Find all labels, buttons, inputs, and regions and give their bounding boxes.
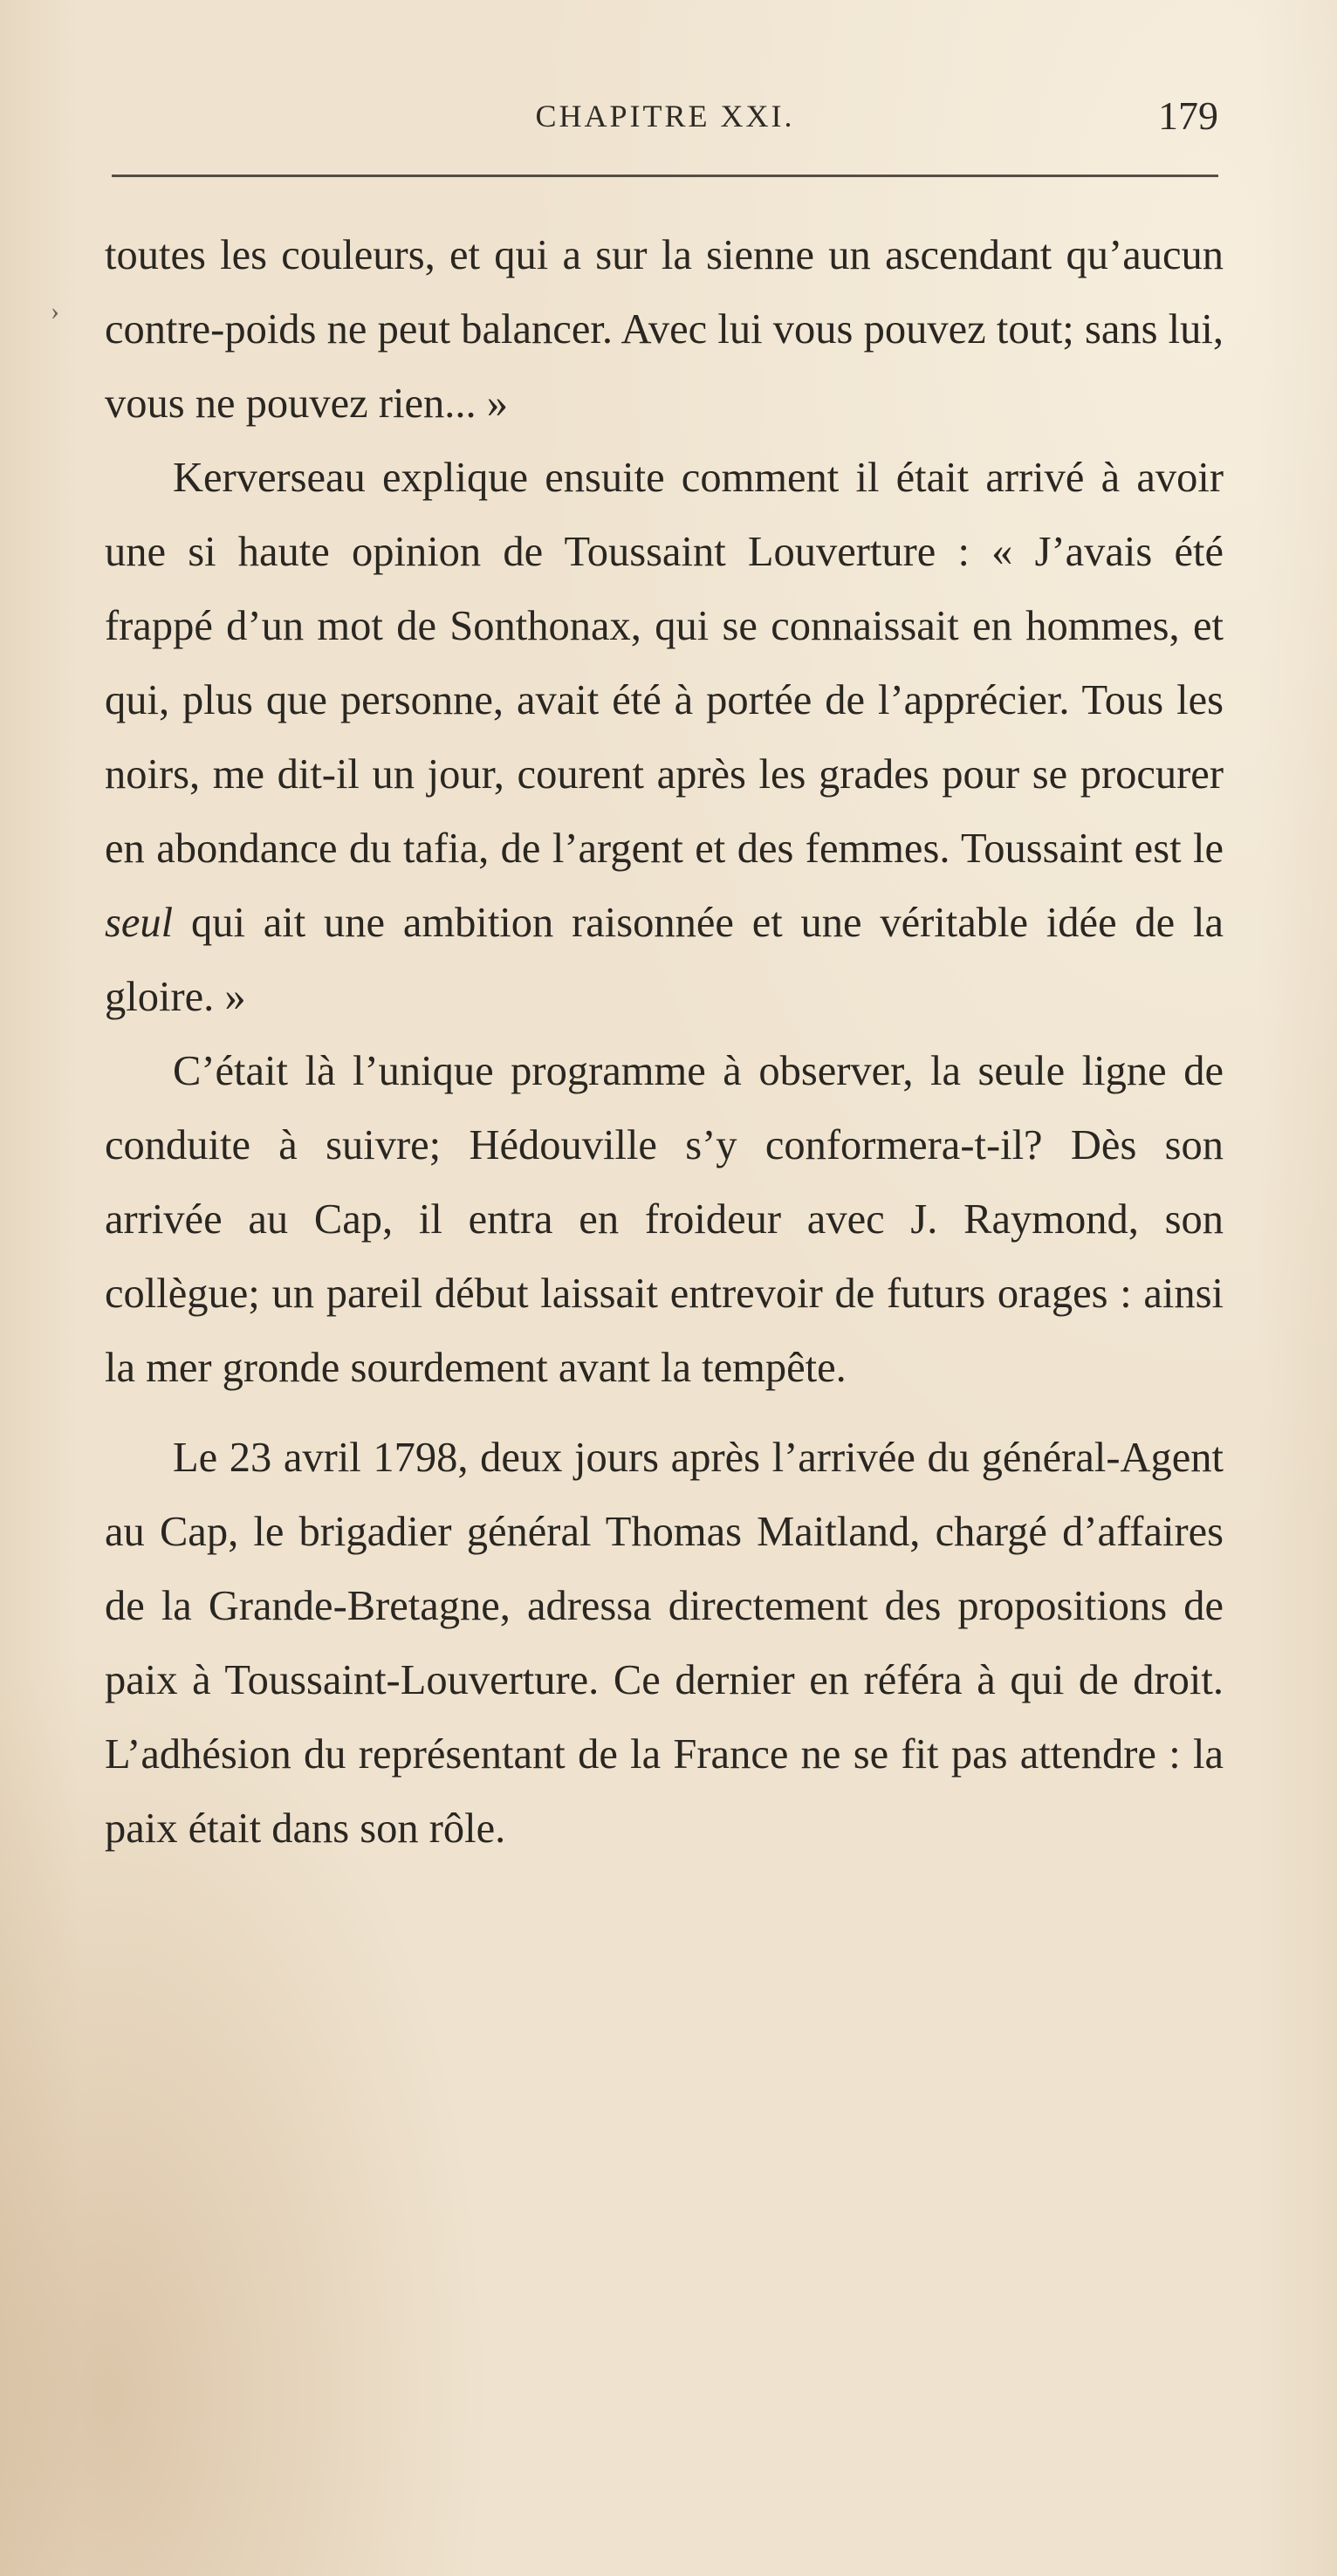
paragraph-3: C’était là l’unique programme à observer, la seule ligne de conduite à suivre; Hédouville s’y conformera-t-il? Dès son arrivée au Cap, il entra en froideur avec J. Raymond, son collègue; un pareil début laissait entrevoir de futurs orages : ainsi la mer gronde sourdement avant la tempête. [105, 1048, 1224, 1391]
header-rule [112, 175, 1218, 177]
body-text [105, 218, 1224, 1866]
emphasis-word: seul [105, 900, 174, 946]
paragraph-1: toutes les couleurs, et qui a sur la sienne un ascendant qu’aucun contre-poids ne peut balancer. Avec lui vous pouvez tout; sans lui, vous ne pouvez rien... » [105, 232, 1224, 427]
margin-mark-icon: › [51, 297, 59, 325]
page-number: 179 [1158, 93, 1218, 138]
chapter-title: CHAPITRE XXI. [535, 99, 795, 134]
paragraph-2: Kerverseau explique ensuite comment il était arrivé à avoir une si haute opinion de Toussaint Louverture : « J’avais été frappé d’un mot de Sonthonax, qui se connaissait en hommes, et qui, plus que personne, avait été à portée de l’apprécier. Tous les noirs, me dit-il un jour, courent après les grades pour se procurer en abondance du tafia, de l’argent et des femmes. Toussaint est le seul qui ait une ambition raisonnée et une véritable idée de la gloire. » [105, 455, 1224, 1020]
paragraph-4: Le 23 avril 1798, deux jours après l’arrivée du général-Agent au Cap, le brigadier général Thomas Maitland, chargé d’affaires de la Grande-Bretagne, adressa directement des propositions de paix à Toussaint-Louverture. Ce dernier en référa à qui de droit. L’adhésion du représentant de la France ne se fit pas attendre : la paix était dans son rôle. [105, 1435, 1224, 1852]
running-head [112, 93, 1218, 150]
